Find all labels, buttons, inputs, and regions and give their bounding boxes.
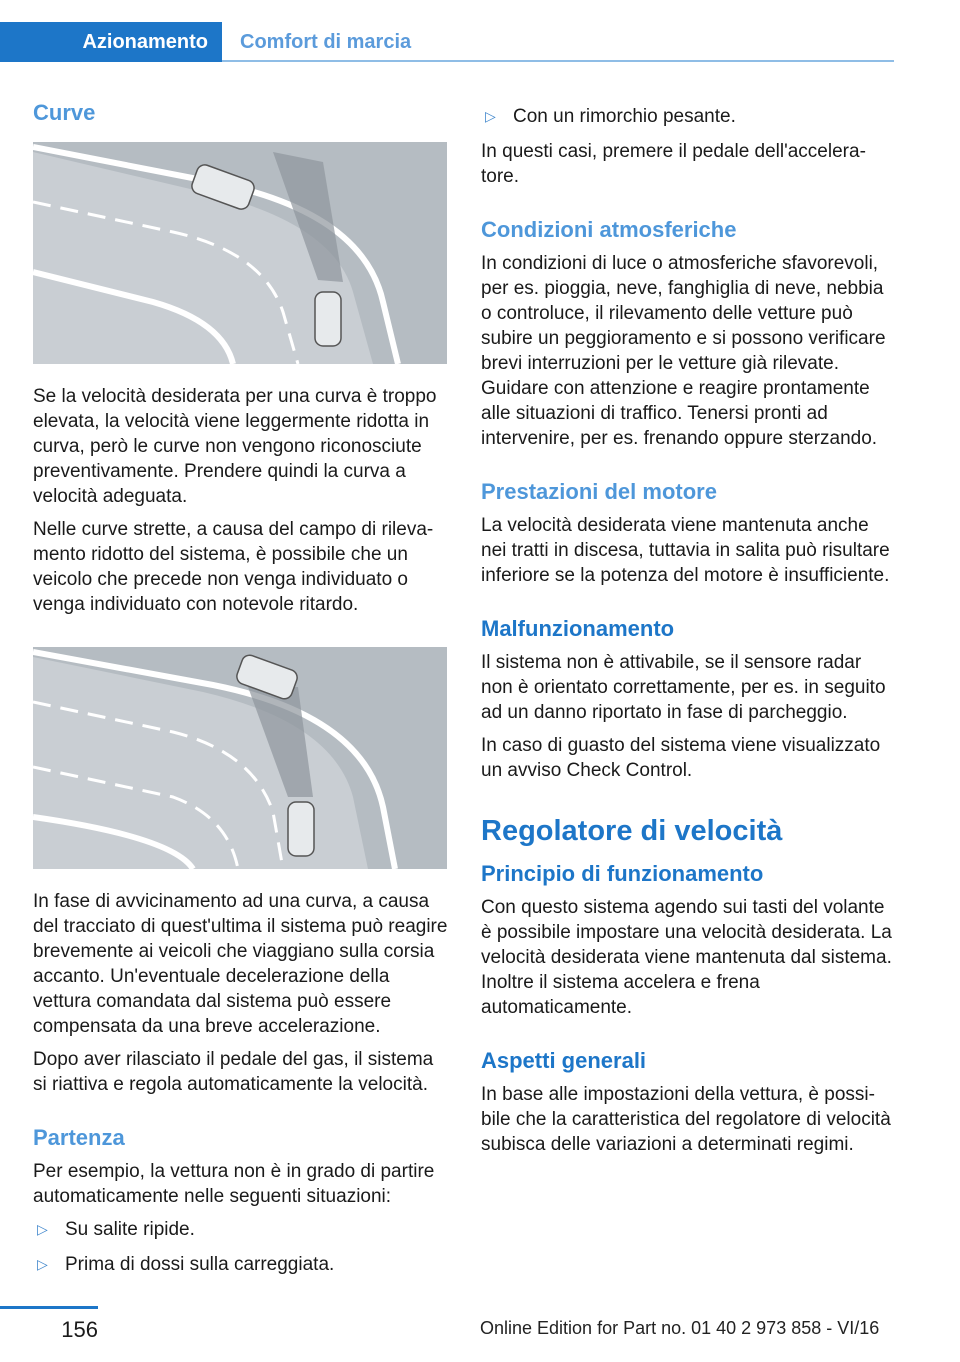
section-title-curve: Curve: [33, 100, 96, 125]
list-item-text: Con un rimorchio pesante.: [513, 106, 736, 127]
footer-divider: [0, 1306, 98, 1309]
curve-illustration-1: [33, 142, 447, 364]
aspetti-paragraph: In base alle impostazioni della vettura, è possibile che la caratteristica del regolatore di velocità subisca delle variazioni a determinati regimi.: [481, 1084, 891, 1155]
list-item: [481, 104, 897, 129]
curve-paragraph-2: Nelle curve strette, a causa del campo di rilevamento ridotto del sistema, è possibile che un veicolo che precede non venga individuato o venga individuato con notevole ritardo.: [33, 519, 434, 615]
section-title-malfunzionamento: Malfunzionamento: [481, 616, 675, 641]
malf-paragraph-2: In caso di guasto del sistema viene visualizzato un avviso Check Control.: [481, 735, 881, 781]
bullet-triangle-icon: ▷: [37, 1256, 48, 1272]
bullet-triangle-icon: ▷: [37, 1221, 48, 1237]
page-header: [0, 0, 960, 64]
malf-paragraph-1: Il sistema non è attivabile, se il sensore radar non è orientato correttamente, per es. in seguito ad un danno riportato in fase di parcheggio.: [481, 652, 886, 723]
right-column: [481, 98, 897, 1165]
tab-comfort-di-marcia[interactable]: Comfort di marcia: [240, 30, 412, 53]
list-item: [33, 1217, 451, 1242]
section-title-partenza: Partenza: [33, 1125, 125, 1150]
rimorchio-paragraph: In questi casi, premere il pedale dell'acceleratore.: [481, 141, 866, 187]
partenza-paragraph: Per esempio, la vettura non è in grado di partire automaticamente nelle seguenti situazioni:: [33, 1161, 435, 1207]
curve-illustration-2: [33, 647, 447, 869]
motore-paragraph: La velocità desiderata viene mantenuta anche nei tratti in discesa, tuttavia in salita può risultare inferiore se la potenza del motore è insufficiente.: [481, 515, 890, 586]
list-item-text: Prima di dossi sulla carreggiata.: [65, 1254, 335, 1275]
left-column: [33, 98, 451, 1287]
header-divider: [222, 60, 894, 62]
section-title-regolatore-velocita: Regolatore di velocità: [481, 815, 783, 847]
curve-paragraph-4: Dopo aver rilasciato il pedale del gas, il sistema si riattiva e regola automaticamente la velocità.: [33, 1049, 434, 1095]
edition-text: Online Edition for Part no. 01 40 2 973 858 - VI/16: [480, 1318, 880, 1338]
section-title-prestazioni-motore: Prestazioni del motore: [481, 479, 717, 504]
atmos-paragraph: In condizioni di luce o atmosferiche sfavorevoli, per es. pioggia, neve, fanghiglia di neve, nebbia o controluce, il rilevamento delle vetture può subire un peggioramento e si possono verificare brevi interruzioni per le vetture già rilevate. Guidare con attenzione e reagire prontamente alle situazioni di traffico. Tenersi pronti ad intervenire, per es. frenando oppure sterzando.: [481, 253, 886, 449]
bullet-triangle-icon: ▷: [485, 108, 496, 124]
section-title-principio: Principio di funzionamento: [481, 861, 764, 886]
principio-paragraph: Con questo sistema agendo sui tasti del volante è possibile impostare una velocità desiderata. La velocità desiderata viene mantenuta dal sistema. Inoltre il sistema accelera e frena automaticamente.: [481, 897, 892, 1018]
curve-paragraph-3: In fase di avvicinamento ad una curva, a causa del tracciato di quest'ultima il sistema può reagire brevemente ai veicoli che viaggiano sulla corsia accanto. Un'eventuale decelerazione della vettura comandata dal sistema può essere compensata da una breve accelerazione.: [33, 891, 448, 1037]
list-item: [33, 1252, 451, 1277]
curve-paragraph-1: Se la velocità desiderata per una curva è troppo elevata, la velocità viene leggermente ridotta in curva, però le curve non vengono riconosciute preventivamente. Prendere quindi la curva a velocità adeguata.: [33, 386, 437, 507]
section-title-aspetti-generali: Aspetti generali: [481, 1048, 647, 1073]
page-number: 156: [61, 1317, 98, 1342]
tab-azionamento[interactable]: Azionamento: [0, 22, 222, 62]
list-item-text: Su salite ripide.: [65, 1219, 195, 1240]
section-title-condizioni-atmosferiche: Condizioni atmosferiche: [481, 217, 737, 242]
